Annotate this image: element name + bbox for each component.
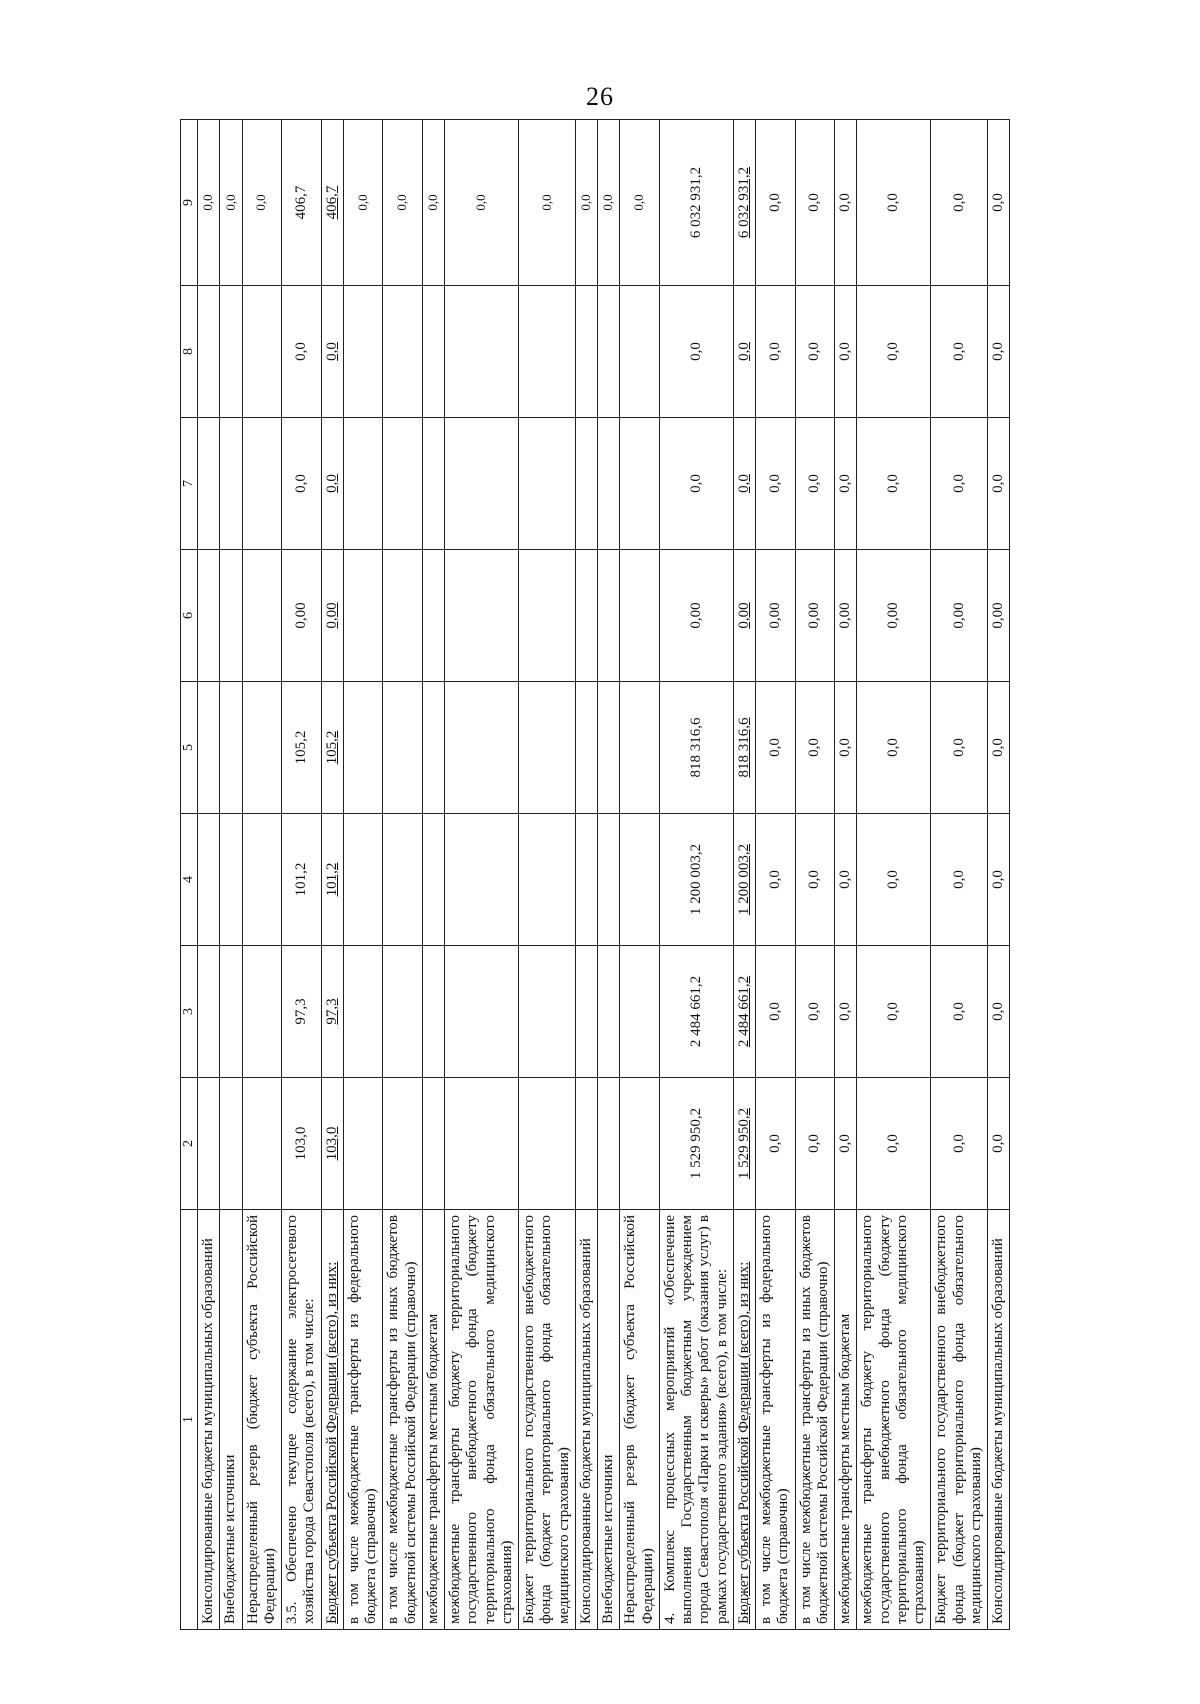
cell-value: 103,0 (282, 1078, 322, 1210)
cell-value: 0,0 (795, 682, 835, 814)
table-row (445, 120, 519, 1630)
cell-value: 1 200 003,2 (659, 814, 733, 946)
cell-value: 0,0 (857, 1078, 931, 1210)
cell-value (620, 418, 660, 550)
cell-value: 97,3 (321, 946, 343, 1078)
cell-value (242, 682, 282, 814)
column-header-6: 6 (181, 550, 198, 682)
cell-value: 105,2 (282, 682, 322, 814)
cell-value (198, 682, 220, 814)
column-header-2: 2 (181, 1078, 198, 1210)
row-label: Консолидированные бюджеты муниципальных образований (575, 1210, 597, 1630)
cell-value (519, 1078, 576, 1210)
cell-value: 0,0 (835, 946, 857, 1078)
cell-value (519, 814, 576, 946)
row-label: Бюджет территориального государственного внебюджетного фонда (бюджет территориального фонда обязательного медицинского страхования) (931, 1210, 988, 1630)
cell-value: 0,0 (931, 814, 988, 946)
table-row (620, 120, 660, 1630)
row-label: Консолидированные бюджеты муниципальных образований (198, 1210, 220, 1630)
cell-value: 0,0 (620, 120, 660, 286)
cell-value (422, 682, 444, 814)
column-header-1: 1 (181, 1210, 198, 1630)
row-label: межбюджетные трансферты бюджету территориального государственного внебюджетного фонда (бюджету территориального фонда обязательного медицинского страхования) (857, 1210, 931, 1630)
cell-value: 0,0 (198, 120, 220, 286)
cell-value: 6 032 931,2 (733, 120, 755, 286)
row-label: в том числе межбюджетные трансферты из федерального бюджета (справочно) (343, 1210, 383, 1630)
table-row (343, 120, 383, 1630)
row-label: Внебюджетные источники (598, 1210, 620, 1630)
table-row (756, 120, 796, 1630)
cell-value (575, 682, 597, 814)
cell-value: 0,00 (733, 550, 755, 682)
cell-value (198, 946, 220, 1078)
cell-value: 0,00 (756, 550, 796, 682)
cell-value: 103,0 (321, 1078, 343, 1210)
cell-value (343, 550, 383, 682)
cell-value (198, 286, 220, 418)
cell-value: 0,0 (659, 418, 733, 550)
row-label: межбюджетные трансферты местным бюджетам (422, 1210, 444, 1630)
cell-value: 101,2 (321, 814, 343, 946)
cell-value: 0,0 (857, 682, 931, 814)
cell-value (383, 946, 423, 1078)
cell-value: 6 032 931,2 (659, 120, 733, 286)
cell-value (445, 418, 519, 550)
column-header-3: 3 (181, 946, 198, 1078)
cell-value: 0,0 (835, 120, 857, 286)
cell-value: 0,0 (835, 1078, 857, 1210)
cell-value (343, 814, 383, 946)
cell-value: 0,0 (575, 120, 597, 286)
cell-value: 0,0 (756, 682, 796, 814)
row-label: Нераспределенный резерв (бюджет субъекта Российской Федерации) (620, 1210, 660, 1630)
cell-value: 0,0 (733, 286, 755, 418)
cell-value (519, 550, 576, 682)
cell-value: 0,0 (598, 120, 620, 286)
cell-value: 0,0 (988, 286, 1010, 418)
cell-value (575, 550, 597, 682)
cell-value (575, 814, 597, 946)
table-row (220, 120, 242, 1630)
cell-value (343, 418, 383, 550)
table-header-row (181, 120, 198, 1630)
cell-value: 0,0 (988, 814, 1010, 946)
cell-value: 0,0 (857, 946, 931, 1078)
column-header-5: 5 (181, 682, 198, 814)
cell-value (598, 286, 620, 418)
cell-value (343, 1078, 383, 1210)
cell-value: 0,0 (988, 1078, 1010, 1210)
column-header-8: 8 (181, 286, 198, 418)
table-row (835, 120, 857, 1630)
table-row (519, 120, 576, 1630)
cell-value: 0,0 (422, 120, 444, 286)
cell-value (220, 418, 242, 550)
cell-value: 0,0 (795, 120, 835, 286)
cell-value (422, 286, 444, 418)
cell-value: 1 529 950,2 (659, 1078, 733, 1210)
cell-value (519, 418, 576, 550)
table-row (795, 120, 835, 1630)
cell-value: 105,2 (321, 682, 343, 814)
cell-value (343, 946, 383, 1078)
table-row (988, 120, 1010, 1630)
cell-value (575, 1078, 597, 1210)
cell-value: 0,0 (795, 814, 835, 946)
table-row (733, 120, 755, 1630)
cell-value (575, 946, 597, 1078)
cell-value (383, 418, 423, 550)
table-row (242, 120, 282, 1630)
cell-value: 0,0 (931, 120, 988, 286)
cell-value: 0,00 (988, 550, 1010, 682)
table-row (575, 120, 597, 1630)
cell-value (620, 550, 660, 682)
cell-value: 818 316,6 (733, 682, 755, 814)
cell-value (519, 946, 576, 1078)
table-body (198, 120, 1010, 1630)
cell-value: 0,00 (321, 550, 343, 682)
row-label: в том числе межбюджетные трансферты из иных бюджетов бюджетной системы Российской Федерации (справочно) (383, 1210, 423, 1630)
cell-value: 0,0 (988, 120, 1010, 286)
cell-value (343, 682, 383, 814)
cell-value: 0,0 (756, 286, 796, 418)
table-row (282, 120, 322, 1630)
row-label: межбюджетные трансферты местным бюджетам (835, 1210, 857, 1630)
cell-value (383, 682, 423, 814)
cell-value: 0,0 (756, 418, 796, 550)
cell-value (445, 550, 519, 682)
cell-value: 0,0 (988, 682, 1010, 814)
rotated-sheet (180, 120, 1080, 1630)
cell-value: 0,0 (857, 418, 931, 550)
cell-value: 0,0 (857, 814, 931, 946)
cell-value (220, 814, 242, 946)
cell-value: 0,0 (519, 120, 576, 286)
cell-value (422, 1078, 444, 1210)
table-row (931, 120, 988, 1630)
cell-value (198, 1078, 220, 1210)
cell-value: 0,0 (321, 286, 343, 418)
cell-value: 406,7 (282, 120, 322, 286)
cell-value (598, 418, 620, 550)
row-label: в том числе межбюджетные трансферты из иных бюджетов бюджетной системы Российской Федерации (справочно) (795, 1210, 835, 1630)
table-row (198, 120, 220, 1630)
cell-value: 0,0 (756, 120, 796, 286)
cell-value (445, 946, 519, 1078)
cell-value (383, 814, 423, 946)
cell-value (242, 550, 282, 682)
cell-value: 0,0 (343, 120, 383, 286)
cell-value (242, 1078, 282, 1210)
cell-value: 0,00 (835, 550, 857, 682)
cell-value: 0,0 (242, 120, 282, 286)
cell-value: 818 316,6 (659, 682, 733, 814)
cell-value: 0,00 (282, 550, 322, 682)
cell-value: 0,0 (282, 418, 322, 550)
cell-value (242, 946, 282, 1078)
cell-value (598, 814, 620, 946)
cell-value (198, 550, 220, 682)
cell-value (598, 1078, 620, 1210)
cell-value (519, 286, 576, 418)
cell-value (242, 286, 282, 418)
cell-value (422, 814, 444, 946)
row-label: межбюджетные трансферты бюджету территориального государственного внебюджетного фонда (бюджету территориального фонда обязательного медицинского страхования) (445, 1210, 519, 1630)
cell-value: 0,0 (988, 946, 1010, 1078)
cell-value: 0,0 (220, 120, 242, 286)
cell-value: 0,0 (988, 418, 1010, 550)
cell-value: 0,00 (931, 550, 988, 682)
row-label: Бюджет субъекта Российской Федерации (всего), из них: (733, 1210, 755, 1630)
cell-value: 0,0 (795, 946, 835, 1078)
cell-value: 0,0 (931, 1078, 988, 1210)
budget-table (180, 119, 1010, 1630)
cell-value: 0,00 (795, 550, 835, 682)
table-row (659, 120, 733, 1630)
cell-value: 0,0 (931, 286, 988, 418)
cell-value: 0,0 (931, 682, 988, 814)
cell-value: 406,7 (321, 120, 343, 286)
table-row (422, 120, 444, 1630)
cell-value (220, 286, 242, 418)
cell-value: 0,0 (321, 418, 343, 550)
cell-value (620, 946, 660, 1078)
cell-value (598, 682, 620, 814)
cell-value (383, 550, 423, 682)
cell-value: 0,0 (931, 418, 988, 550)
cell-value: 0,0 (857, 120, 931, 286)
cell-value: 0,0 (756, 1078, 796, 1210)
cell-value (242, 814, 282, 946)
cell-value: 0,0 (835, 418, 857, 550)
cell-value: 0,0 (795, 418, 835, 550)
cell-value (220, 1078, 242, 1210)
table-area (180, 120, 1080, 1630)
cell-value (445, 814, 519, 946)
cell-value: 101,2 (282, 814, 322, 946)
cell-value: 0,0 (931, 946, 988, 1078)
cell-value: 1 529 950,2 (733, 1078, 755, 1210)
cell-value: 2 484 661,2 (733, 946, 755, 1078)
cell-value (220, 946, 242, 1078)
cell-value (242, 418, 282, 550)
cell-value (575, 286, 597, 418)
cell-value (383, 286, 423, 418)
table-row (857, 120, 931, 1630)
cell-value: 0,0 (835, 682, 857, 814)
cell-value (445, 1078, 519, 1210)
cell-value: 1 200 003,2 (733, 814, 755, 946)
cell-value (519, 682, 576, 814)
cell-value: 0,0 (835, 286, 857, 418)
row-label: 4. Комплекс процессных мероприятий «Обеспечение выполнения Государственным бюджетным учреждением города Севастополя «Парки и скверы» работ (оказания услуг) в рамках государственного задания» (всего), в том числе: (659, 1210, 733, 1630)
cell-value (422, 550, 444, 682)
cell-value (198, 814, 220, 946)
column-header-7: 7 (181, 418, 198, 550)
row-label: Нераспределенный резерв (бюджет субъекта Российской Федерации) (242, 1210, 282, 1630)
row-label: Внебюджетные источники (220, 1210, 242, 1630)
cell-value (445, 682, 519, 814)
cell-value: 2 484 661,2 (659, 946, 733, 1078)
cell-value: 0,0 (835, 814, 857, 946)
cell-value (445, 286, 519, 418)
row-label: 3.5. Обеспечено текущее содержание электросетевого хозяйства города Севастополя (всего), в том числе: (282, 1210, 322, 1630)
cell-value (620, 814, 660, 946)
table-row (321, 120, 343, 1630)
cell-value: 0,0 (445, 120, 519, 286)
cell-value (620, 1078, 660, 1210)
cell-value (220, 682, 242, 814)
cell-value: 0,0 (756, 814, 796, 946)
column-header-9: 9 (181, 120, 198, 286)
cell-value (575, 418, 597, 550)
cell-value: 0,0 (795, 1078, 835, 1210)
cell-value (620, 286, 660, 418)
cell-value: 97,3 (282, 946, 322, 1078)
cell-value (220, 550, 242, 682)
cell-value (343, 286, 383, 418)
cell-value: 0,0 (795, 286, 835, 418)
cell-value (620, 682, 660, 814)
column-header-4: 4 (181, 814, 198, 946)
cell-value (598, 946, 620, 1078)
cell-value: 0,00 (857, 550, 931, 682)
cell-value: 0,0 (282, 286, 322, 418)
cell-value (598, 550, 620, 682)
row-label: Бюджет субъекта Российской Федерации (всего), из них: (321, 1210, 343, 1630)
row-label: в том числе межбюджетные трансферты из федерального бюджета (справочно) (756, 1210, 796, 1630)
cell-value (422, 946, 444, 1078)
cell-value: 0,0 (733, 418, 755, 550)
table-row (598, 120, 620, 1630)
cell-value: 0,00 (659, 550, 733, 682)
row-label: Консолидированные бюджеты муниципальных образований (988, 1210, 1010, 1630)
cell-value: 0,0 (756, 946, 796, 1078)
cell-value: 0,0 (659, 286, 733, 418)
row-label: Бюджет территориального государственного внебюджетного фонда (бюджет территориального фонда обязательного медицинского страхования) (519, 1210, 576, 1630)
cell-value (383, 1078, 423, 1210)
cell-value: 0,0 (857, 286, 931, 418)
table-row (383, 120, 423, 1630)
cell-value (422, 418, 444, 550)
page-number: 26 (586, 82, 614, 111)
cell-value (198, 418, 220, 550)
cell-value: 0,0 (383, 120, 423, 286)
